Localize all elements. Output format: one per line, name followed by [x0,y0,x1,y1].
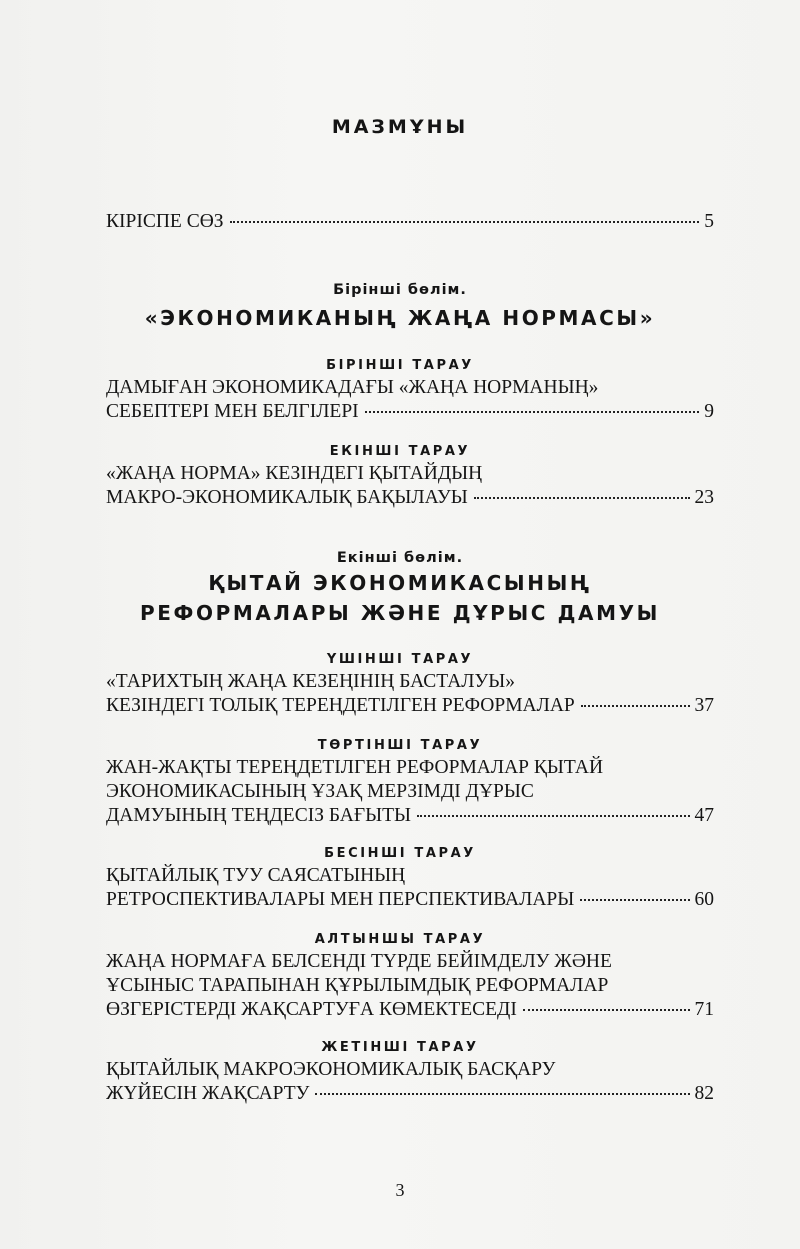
chapter3-label: ҮШІНШІ ТАРАУ [326,652,474,667]
toc-entry-chapter1[interactable] [106,376,714,424]
part1-title-line: «ЭКОНОМИКАНЫҢ ЖАҢА НОРМАСЫ» [144,306,656,330]
entry-text: КЕЗІНДЕГІ ТОЛЫҚ ТЕРЕҢДЕТІЛГЕН РЕФОРМАЛАР [106,695,575,716]
entry-text-line: ДАМЫҒАН ЭКОНОМИКАДАҒЫ «ЖАҢА НОРМАНЫҢ» [106,377,599,398]
dot-leader [315,1093,689,1095]
page-number: 3 [395,1180,405,1200]
entry-page: 47 [694,805,714,826]
entry-page: 37 [694,695,714,716]
entry-text-line: ҚЫТАЙЛЫҚ ТУУ САЯСАТЫНЫҢ [106,865,406,886]
entry-text: МАКРО-ЭКОНОМИКАЛЫҚ БАҚЫЛАУЫ [106,487,468,508]
entry-text: РЕТРОСПЕКТИВАЛАРЫ МЕН ПЕРСПЕКТИВАЛАРЫ [106,889,575,910]
entry-page: 5 [704,211,714,232]
entry-text-line: ЖАҢА НОРМАҒА БЕЛСЕНДІ ТҮРДЕ БЕЙІМДЕЛУ ЖӘНЕ [106,951,612,972]
entry-text-line: «ТАРИХТЫҢ ЖАҢА КЕЗЕҢІНІҢ БАСТАЛУЫ» [106,671,516,692]
entry-page: 60 [694,889,714,910]
entry-text: ӨЗГЕРІСТЕРДІ ЖАҚСАРТУҒА КӨМЕКТЕСЕДІ [106,999,517,1020]
entry-text: СЕБЕПТЕРІ МЕН БЕЛГІЛЕРІ [106,401,359,422]
dot-leader [580,899,689,901]
chapter1-label: БІРІНШІ ТАРАУ [326,358,474,373]
toc-entry-intro[interactable] [106,210,714,234]
toc-entry-chapter5[interactable] [106,864,714,912]
toc-entry-chapter4[interactable] [106,756,714,828]
part1-title [0,303,800,333]
chapter4-label: ТӨРТІНШІ ТАРАУ [317,738,483,753]
entry-text-line: ҚЫТАЙЛЫҚ МАКРОЭКОНОМИКАЛЫҚ БАСҚАРУ [106,1059,556,1080]
part2-title [0,568,800,628]
chapter7-label: ЖЕТІНШІ ТАРАУ [321,1040,479,1055]
dot-leader [365,411,700,413]
part1-label: Бірінші бөлім. [333,282,467,298]
toc-entry-chapter2[interactable] [106,462,714,510]
chapter6-label: АЛТЫНШЫ ТАРАУ [314,932,486,947]
toc-title: МАЗМҰНЫ [331,116,469,138]
entry-text-line: «ЖАҢА НОРМА» КЕЗІНДЕГІ ҚЫТАЙДЫҢ [106,463,483,484]
entry-text: ЖҮЙЕСІН ЖАҚСАРТУ [106,1083,310,1104]
part2-title-line-1: ҚЫТАЙ ЭКОНОМИКАСЫНЫҢ [208,571,592,595]
entry-text-line: ЭКОНОМИКАСЫНЫҢ ҰЗАҚ МЕРЗІМДІ ДҰРЫС [106,781,534,802]
entry-page: 82 [694,1083,714,1104]
part2-label: Екінші бөлім. [336,550,464,566]
entry-text-line: ҰСЫНЫС ТАРАПЫНАН ҚҰРЫЛЫМДЫҚ РЕФОРМАЛАР [106,975,609,996]
entry-text: КІРІСПЕ СӨЗ [106,211,224,232]
entry-text-line: ЖАН-ЖАҚТЫ ТЕРЕҢДЕТІЛГЕН РЕФОРМАЛАР ҚЫТАЙ [106,757,604,778]
part2-title-line-2: РЕФОРМАЛАРЫ ЖӘНЕ ДҰРЫС ДАМУЫ [140,601,660,625]
dot-leader [230,221,700,223]
dot-leader [523,1009,690,1011]
dot-leader [581,705,690,707]
dot-leader [474,497,690,499]
dot-leader [417,815,689,817]
chapter5-label: БЕСІНШІ ТАРАУ [324,846,476,861]
toc-entry-chapter3[interactable] [106,670,714,718]
entry-page: 23 [694,487,714,508]
toc-entry-chapter7[interactable] [106,1058,714,1106]
entry-text: ДАМУЫНЫҢ ТЕҢДЕСІЗ БАҒЫТЫ [106,805,412,826]
toc-entry-chapter6[interactable] [106,950,714,1022]
entry-page: 9 [704,401,714,422]
entry-page: 71 [694,999,714,1020]
chapter2-label: ЕКІНШІ ТАРАУ [329,444,471,459]
